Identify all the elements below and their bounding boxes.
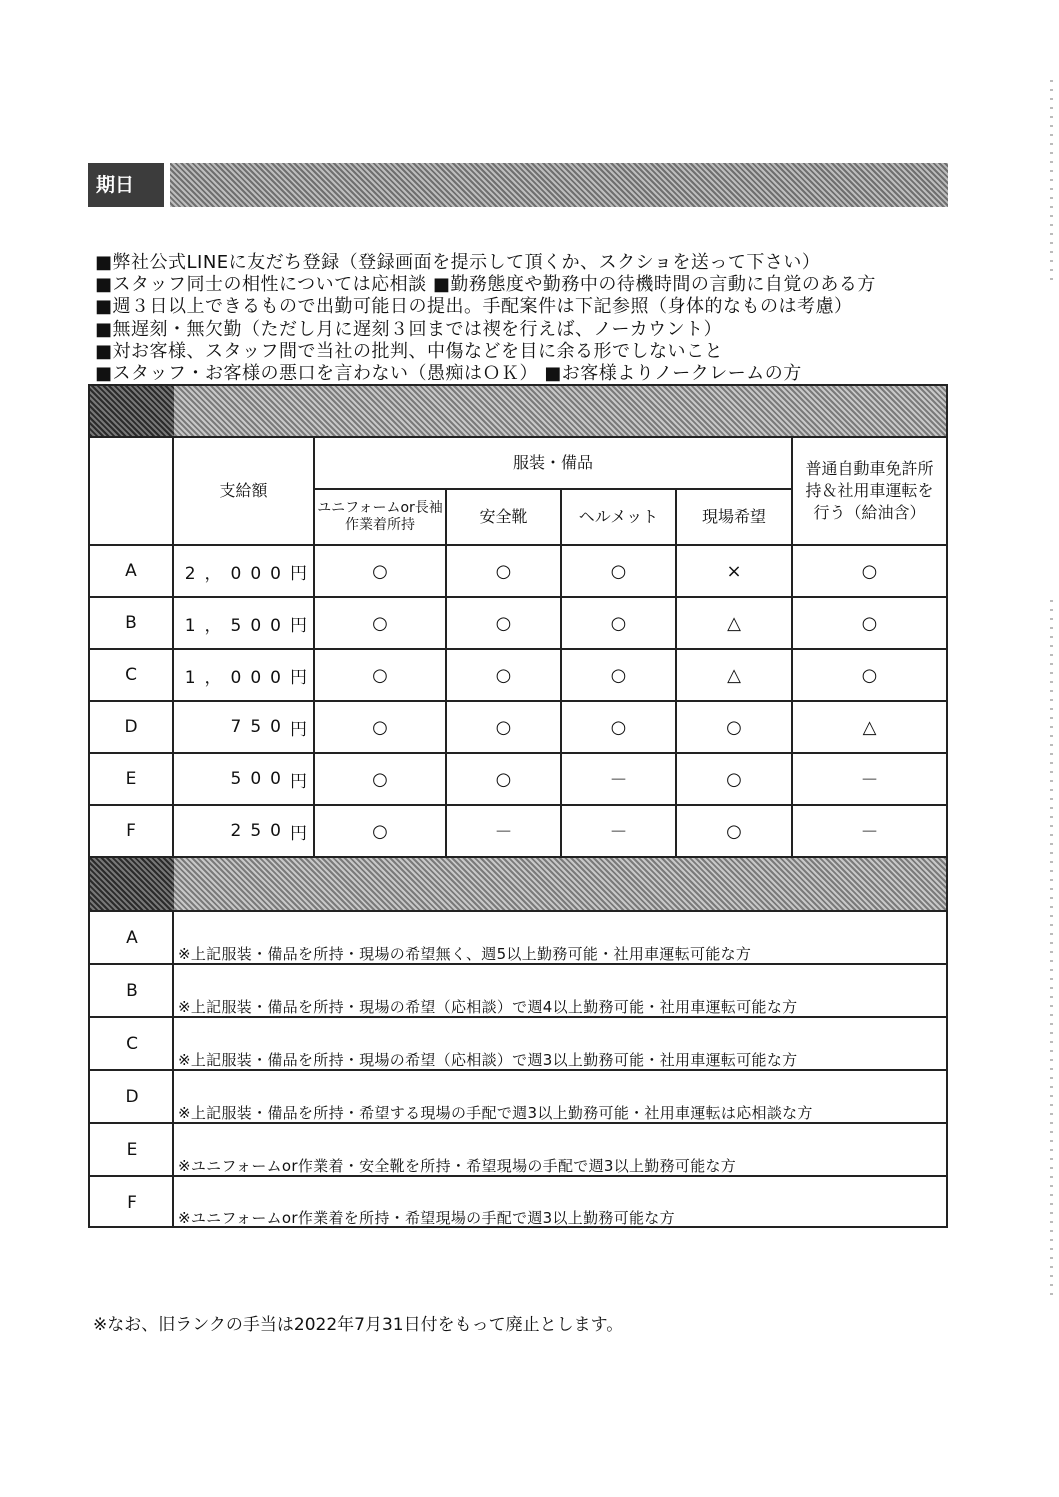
cell-shoes: ○: [495, 664, 512, 686]
row-amount: [174, 546, 313, 596]
grid-line: [90, 910, 946, 912]
amount-value: 1，500: [184, 615, 290, 636]
col-header-shoes: 安全靴: [479, 507, 528, 526]
section-bar-dark: [90, 858, 174, 910]
cell-shoes: ○: [495, 768, 512, 790]
condition-item: ■スタッフ同士の相性については応相談 ■勤務態度や勤務中の待機時間の言動に自覚のある方: [95, 274, 876, 296]
cell-car: －: [860, 770, 879, 791]
rank-description: ※上記服装・備品を所持・現場の希望（応相談）で週4以上勤務可能・社用車運転可能な方: [178, 998, 798, 1016]
rank-letter: D: [125, 1087, 139, 1107]
condition-item: ■週３日以上できるもので出勤可能日の提出。手配案件は下記参照（身体的なものは考慮）: [95, 296, 853, 318]
cell-helmet: ○: [610, 716, 627, 738]
condition-item: ■対お客様、スタッフ間で当社の批判、中傷などを目に余る形でしないこと: [95, 340, 724, 362]
col-header-uniform-line: 作業着所持: [345, 517, 415, 533]
yen-unit: 円: [290, 563, 307, 584]
rank-description: ※上記服装・備品を所持・現場の希望無く、週5以上勤務可能・社用車運転可能な方: [178, 945, 752, 963]
amount-value: 500: [230, 769, 290, 789]
cell-uniform: ○: [372, 820, 388, 842]
row-amount: [174, 598, 313, 648]
amount-value: 750: [230, 717, 290, 737]
rank-letter: A: [126, 928, 138, 948]
row-amount: [174, 650, 313, 700]
cell-helmet: －: [609, 770, 628, 791]
cell-site: ×: [726, 560, 742, 582]
cell-helmet: －: [609, 822, 628, 843]
grid-line: [172, 910, 174, 1226]
row-amount: [174, 806, 313, 856]
yen-unit: 円: [290, 667, 307, 688]
header-divider: [164, 163, 170, 207]
scan-edge-marks: [1050, 600, 1053, 1300]
rank-letter: C: [126, 1034, 138, 1054]
col-header-helmet: ヘルメット: [578, 507, 659, 526]
row-rank: C: [125, 665, 137, 685]
amount-value: 250: [230, 821, 290, 841]
amount-value: 1，000: [184, 667, 290, 688]
cell-car: ○: [861, 664, 878, 686]
yen-unit: 円: [290, 615, 307, 636]
col-header-car: [793, 438, 946, 544]
cell-site: △: [727, 612, 741, 634]
cell-site: ○: [726, 716, 742, 738]
condition-item: ■弊社公式LINEに友だち登録（登録画面を提示して頂くか、スクショを送って下さい）: [95, 252, 821, 273]
condition-item: ■無遅刻・無欠勤（ただし月に遅刻３回までは禊を行えば、ノーカウント）: [95, 318, 723, 340]
yen-unit: 円: [290, 719, 307, 740]
cell-site: △: [727, 664, 741, 686]
row-rank: A: [125, 561, 137, 581]
yen-unit: 円: [290, 771, 307, 792]
header-label: 期日: [88, 163, 168, 207]
cell-car: ○: [861, 560, 878, 582]
allowance-table: [88, 384, 948, 858]
rank-letter: E: [126, 1140, 138, 1160]
row-amount: [174, 702, 313, 752]
rank-description: ※ユニフォームor作業着・安全靴を所持・希望現場の手配で週3以上勤務可能な方: [178, 1157, 737, 1175]
conditions-list: [95, 252, 955, 385]
row-rank: E: [125, 769, 137, 789]
col-header-pay: 支給額: [219, 481, 268, 500]
yen-unit: 円: [290, 823, 307, 844]
cell-site: ○: [726, 768, 742, 790]
cell-helmet: ○: [610, 664, 627, 686]
section-bar: [90, 858, 946, 910]
cell-car: △: [862, 716, 877, 738]
section-bar-dark: [90, 386, 174, 436]
row-amount: [174, 754, 313, 804]
rank-description: ※上記服装・備品を所持・希望する現場の手配で週3以上勤務可能・社用車運転は応相談な方: [178, 1104, 813, 1122]
rank-description: ※ユニフォームor作業着を所持・希望現場の手配で週3以上勤務可能な方: [178, 1209, 675, 1227]
cell-uniform: ○: [372, 664, 388, 686]
cell-uniform: ○: [372, 560, 388, 582]
footnote: ※なお、旧ランクの手当は2022年7月31日付をもって廃止とします。: [93, 1315, 624, 1335]
condition-item: ■スタッフ・お客様の悪口を言わない（愚痴はＯＫ） ■お客様よりノークレームの方: [95, 363, 802, 385]
cell-shoes: ○: [495, 612, 512, 634]
cell-uniform: ○: [372, 768, 388, 790]
cell-site: ○: [726, 820, 742, 842]
cell-uniform: ○: [372, 716, 388, 738]
col-header-site: 現場希望: [701, 507, 766, 526]
rank-letter: F: [127, 1193, 137, 1213]
cell-shoes: ○: [495, 560, 512, 582]
row-rank: F: [126, 821, 136, 841]
section-bar: [90, 386, 946, 436]
cell-shoes: －: [494, 822, 513, 843]
col-header-uniform-line: ユニフォームor長袖: [317, 500, 443, 516]
header-bar: [88, 163, 948, 207]
col-header-uniform: [315, 490, 445, 544]
row-rank: D: [124, 717, 138, 737]
scan-edge-marks: [1050, 80, 1053, 280]
cell-car: －: [860, 822, 879, 843]
col-header-car-line: 持＆社用車運転を: [805, 481, 934, 500]
rank-description-table: [88, 856, 948, 1228]
row-rank: B: [125, 613, 137, 633]
cell-helmet: ○: [610, 560, 627, 582]
cell-uniform: ○: [372, 612, 388, 634]
rank-letter: B: [126, 981, 138, 1001]
rank-description: ※上記服装・備品を所持・現場の希望（応相談）で週3以上勤務可能・社用車運転可能な方: [178, 1051, 798, 1069]
col-header-car-line: 普通自動車免許所: [805, 459, 934, 478]
cell-shoes: ○: [495, 716, 512, 738]
col-header-equipment: 服装・備品: [512, 453, 593, 472]
cell-helmet: ○: [610, 612, 627, 634]
amount-value: 2，000: [184, 563, 290, 584]
cell-car: ○: [861, 612, 878, 634]
col-header-car-line: 行う（給油含）: [813, 503, 926, 522]
